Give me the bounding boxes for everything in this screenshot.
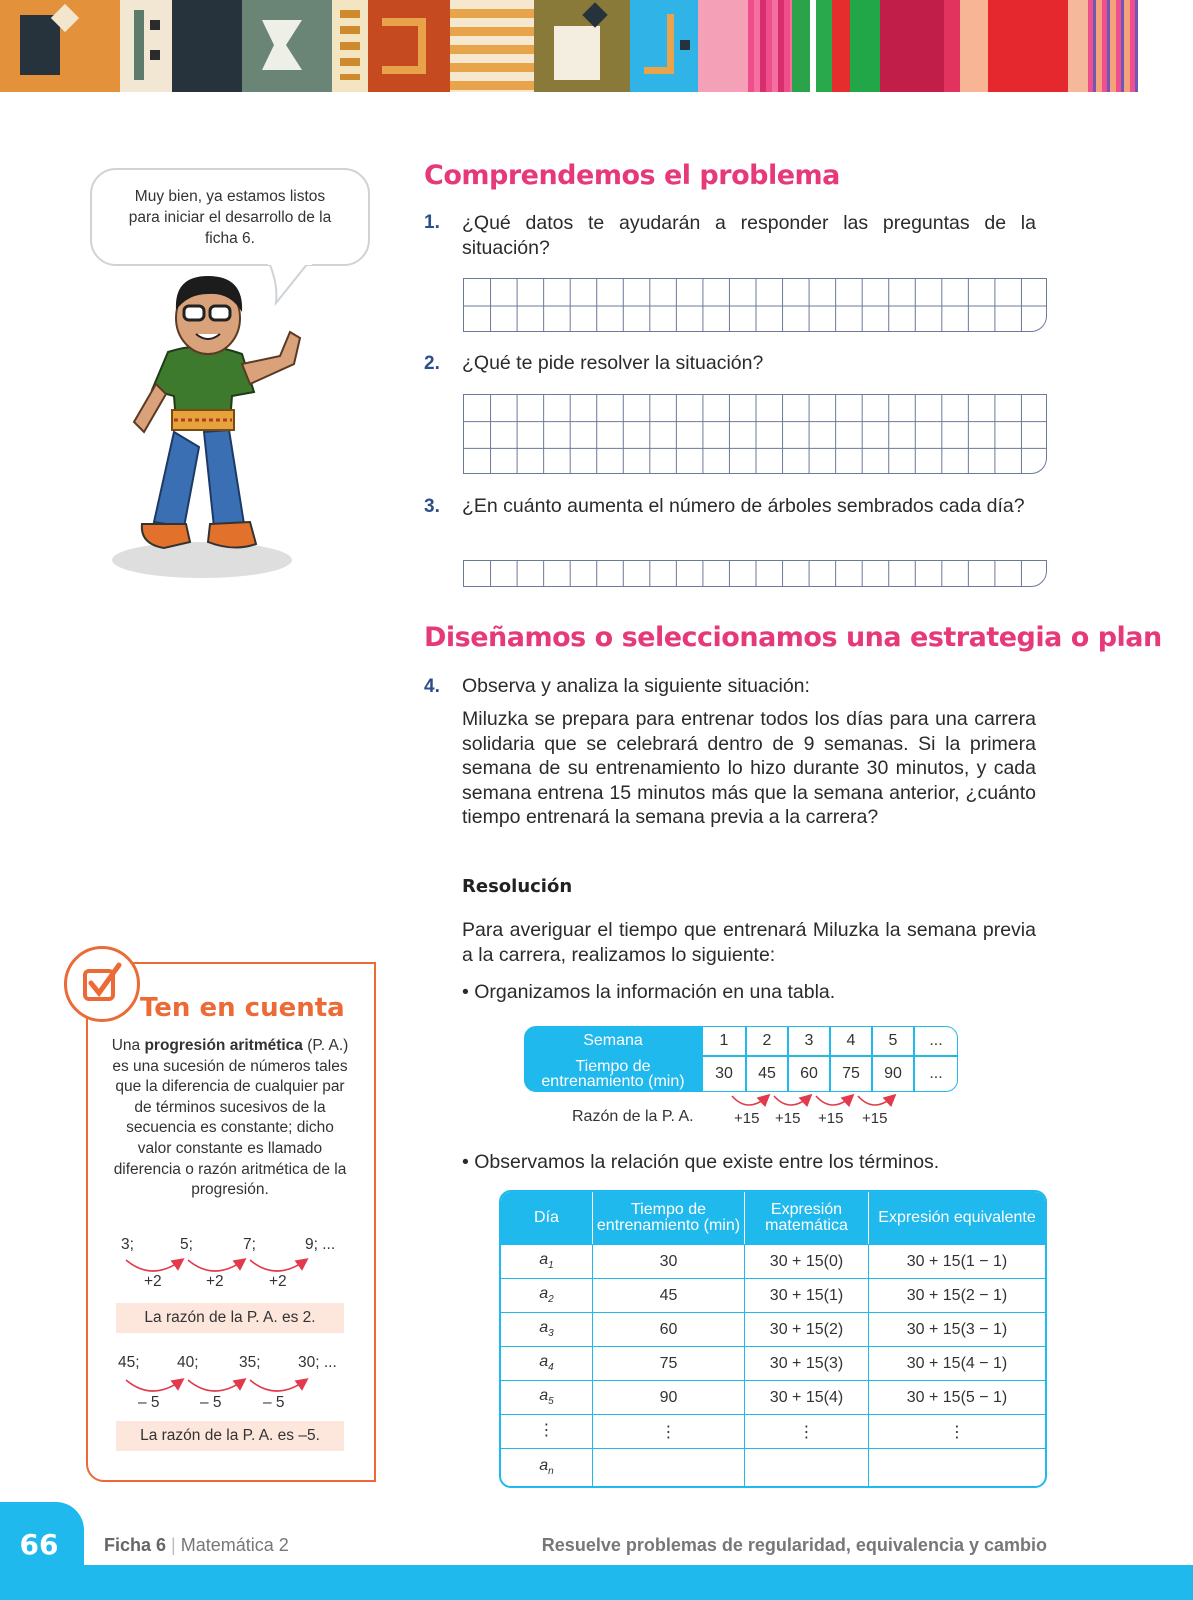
expression-cell: 30 + 15(1): [745, 1278, 869, 1312]
header-tiempo: Tiempo de entrenamiento (min): [593, 1192, 745, 1244]
day-term: a: [539, 1285, 549, 1303]
table-cell: 1: [702, 1026, 746, 1056]
day-cell: [501, 1278, 593, 1312]
banner-band: [1088, 0, 1138, 92]
table-row: [501, 1346, 1045, 1380]
table-cell: 3: [788, 1026, 830, 1056]
razon-label: Razón de la P. A.: [572, 1108, 694, 1125]
banner-band: [0, 0, 120, 92]
sequence-diff: – 5: [263, 1394, 285, 1411]
expression-cell: 30 + 15(2): [745, 1312, 869, 1346]
semana-table: [524, 1026, 958, 1092]
day-subscript: 3: [548, 1328, 554, 1340]
question-number: 4.: [424, 676, 440, 697]
page-number: 66: [19, 1528, 59, 1561]
day-term: ⋮: [538, 1422, 555, 1440]
banner-band: [792, 0, 810, 92]
expression-cell: 30 + 15(4): [745, 1380, 869, 1414]
answer-grid[interactable]: [463, 278, 1047, 332]
expression-cell: 30 + 15(0): [745, 1244, 869, 1278]
footer-competence: Resuelve problemas de regularidad, equivalencia y cambio: [541, 1535, 1047, 1555]
banner-band: [332, 0, 368, 92]
answer-grid[interactable]: [463, 560, 1047, 587]
sequence-term: 9; ...: [305, 1236, 336, 1253]
sequence-diff: +2: [206, 1273, 224, 1290]
bullet-observamos: • Observamos la relación que existe entre los términos.: [462, 1151, 940, 1173]
definition-text: Una: [111, 1037, 145, 1054]
banner-band: [534, 0, 630, 92]
table-cell: 30: [702, 1056, 746, 1092]
sequence-term: 35;: [239, 1354, 261, 1371]
question-number: 1.: [424, 212, 440, 233]
question-text: ¿Qué te pide resolver la situación?: [462, 352, 764, 374]
question-intro: Observa y analiza la siguiente situación:: [462, 675, 810, 697]
answer-grid[interactable]: [463, 394, 1047, 474]
sequence-term: 5;: [180, 1236, 193, 1253]
footer-subject: Matemática 2: [180, 1535, 289, 1555]
day-term: a: [539, 1319, 549, 1337]
table-row: [501, 1278, 1045, 1312]
table-row: [524, 1056, 958, 1092]
day-cell: [501, 1448, 593, 1486]
day-subscript: 4: [548, 1362, 554, 1374]
banner-band: [1068, 0, 1088, 92]
resolucion-title: Resolución: [462, 876, 573, 897]
banner-band: [368, 0, 450, 92]
footer-separator: |: [166, 1535, 181, 1555]
banner-band: [850, 0, 880, 92]
table-row: [501, 1448, 1045, 1486]
header-expresion-matematica: Expresión matemática: [745, 1192, 869, 1244]
table-cell: 90: [872, 1056, 914, 1092]
resolucion-paragraph: Para averiguar el tiempo que entrenará Miluzka la semana previa a la carrera, realizamos lo siguiente:: [462, 919, 1036, 966]
boy-illustration: [104, 272, 314, 582]
table-cell: ...: [914, 1056, 958, 1092]
sequence-term: 30; ...: [298, 1354, 337, 1371]
sequence-diff: – 5: [138, 1394, 160, 1411]
day-term: a: [539, 1387, 549, 1405]
banner-band: [880, 0, 944, 92]
table-row: [501, 1380, 1045, 1414]
header-dia: Día: [501, 1192, 593, 1244]
banner-band: [450, 0, 534, 92]
equivalent-cell: 30 + 15(3 − 1): [869, 1312, 1045, 1346]
expression-cell: ⋮: [745, 1414, 869, 1448]
banner-band: [172, 0, 242, 92]
row-label-tiempo: Tiempo de entrenamiento (min): [524, 1056, 702, 1092]
textile-banner: [0, 0, 1193, 92]
table-cell: 45: [746, 1056, 788, 1092]
diff-label: +15: [818, 1110, 844, 1127]
table-row: [501, 1244, 1045, 1278]
sequence-diff: +2: [144, 1273, 162, 1290]
table-row: [524, 1026, 958, 1056]
banner-band: [944, 0, 960, 92]
time-cell: ⋮: [593, 1414, 745, 1448]
day-cell: [501, 1380, 593, 1414]
equivalent-cell: ⋮: [869, 1414, 1045, 1448]
diff-label: +15: [862, 1110, 888, 1127]
bullet-organizamos: • Organizamos la información en una tabla.: [462, 981, 836, 1003]
day-subscript: n: [548, 1466, 554, 1478]
day-cell: [501, 1346, 593, 1380]
banner-band: [960, 0, 988, 92]
section-title-disenamos: Diseñamos o seleccionamos una estrategia o plan: [424, 622, 1162, 653]
banner-band: [988, 0, 1068, 92]
table-cell: 5: [872, 1026, 914, 1056]
banner-band: [630, 0, 698, 92]
question-text: ¿Qué datos te ayudarán a responder las preguntas de la situación?: [462, 212, 1036, 259]
day-term: a: [539, 1251, 549, 1269]
table-header-row: [501, 1192, 1045, 1244]
sequence-table: [499, 1190, 1047, 1488]
question-text: ¿En cuánto aumenta el número de árboles sembrados cada día?: [462, 495, 1025, 517]
header-expresion-equivalente: Expresión equivalente: [869, 1192, 1045, 1244]
day-cell: [501, 1244, 593, 1278]
table-cell: ...: [914, 1026, 958, 1056]
row-label-semana: Semana: [524, 1026, 702, 1056]
time-cell: 60: [593, 1312, 745, 1346]
table-row: [501, 1414, 1045, 1448]
day-term: a: [539, 1457, 549, 1475]
time-cell: 30: [593, 1244, 745, 1278]
banner-band: [242, 0, 332, 92]
section-title-comprendemos: Comprendemos el problema: [424, 160, 840, 191]
time-cell: [593, 1448, 745, 1486]
day-term: a: [539, 1353, 549, 1371]
banner-band: [698, 0, 748, 92]
sequence-diff: +2: [269, 1273, 287, 1290]
equivalent-cell: 30 + 15(4 − 1): [869, 1346, 1045, 1380]
sequence-term: 45;: [118, 1354, 140, 1371]
table-cell: 2: [746, 1026, 788, 1056]
definition-term: progresión aritmética: [144, 1037, 303, 1054]
footer-ficha: [104, 1535, 289, 1556]
sequence-diff: – 5: [200, 1394, 222, 1411]
equivalent-cell: 30 + 15(2 − 1): [869, 1278, 1045, 1312]
sequence-term: 7;: [243, 1236, 256, 1253]
banner-band: [816, 0, 832, 92]
day-subscript: 5: [548, 1396, 554, 1408]
day-cell: [501, 1312, 593, 1346]
day-subscript: 1: [548, 1260, 554, 1272]
question-number: 3.: [424, 496, 440, 517]
time-cell: 75: [593, 1346, 745, 1380]
table-row: [501, 1312, 1045, 1346]
expression-cell: 30 + 15(3): [745, 1346, 869, 1380]
definition-text: (P. A.) es una sucesión de números tales que la diferencia de cualquier par de términos sucesivos de la secuencia es constante; dicho valor constante es llamado diferencia o razón aritmética de la progresión.: [112, 1037, 349, 1199]
table-cell: 75: [830, 1056, 872, 1092]
day-subscript: 2: [548, 1294, 554, 1306]
time-cell: 45: [593, 1278, 745, 1312]
table-cell: 60: [788, 1056, 830, 1092]
time-cell: 90: [593, 1380, 745, 1414]
speech-bubble: [90, 168, 370, 266]
sequence-term: 3;: [121, 1236, 134, 1253]
banner-band: [120, 0, 172, 92]
checklist-icon: [64, 946, 140, 1022]
equivalent-cell: 30 + 15(5 − 1): [869, 1380, 1045, 1414]
table-cell: 4: [830, 1026, 872, 1056]
speech-bubble-text: Muy bien, ya estamos listos para iniciar el desarrollo de la ficha 6.: [128, 188, 332, 247]
expression-cell: [745, 1448, 869, 1486]
diff-label: +15: [734, 1110, 760, 1127]
banner-band: [748, 0, 792, 92]
sequence-term: 40;: [177, 1354, 199, 1371]
question-number: 2.: [424, 353, 440, 374]
footer-ficha-label: Ficha 6: [104, 1535, 167, 1555]
footer-bar: [0, 1565, 1193, 1600]
razon-box: La razón de la P. A. es 2.: [116, 1303, 344, 1333]
equivalent-cell: 30 + 15(1 − 1): [869, 1244, 1045, 1278]
problem-text: Miluzka se prepara para entrenar todos los días para una carrera solidaria que se celebrará dentro de 9 semanas. Si la primera semana de su entrenamiento lo hizo durante 30 minutos, y cada semana entrena 15 minutos más que la semana anterior, ¿cuánto tiempo entrenará la semana previa a la carrera?: [462, 708, 1036, 828]
razon-box: La razón de la P. A. es –5.: [116, 1421, 344, 1451]
day-cell: [501, 1414, 593, 1448]
banner-band: [832, 0, 850, 92]
equivalent-cell: [869, 1448, 1045, 1486]
diff-label: +15: [775, 1110, 801, 1127]
ten-en-cuenta-title: Ten en cuenta: [140, 993, 345, 1023]
ten-en-cuenta-definition: [110, 1036, 350, 1201]
